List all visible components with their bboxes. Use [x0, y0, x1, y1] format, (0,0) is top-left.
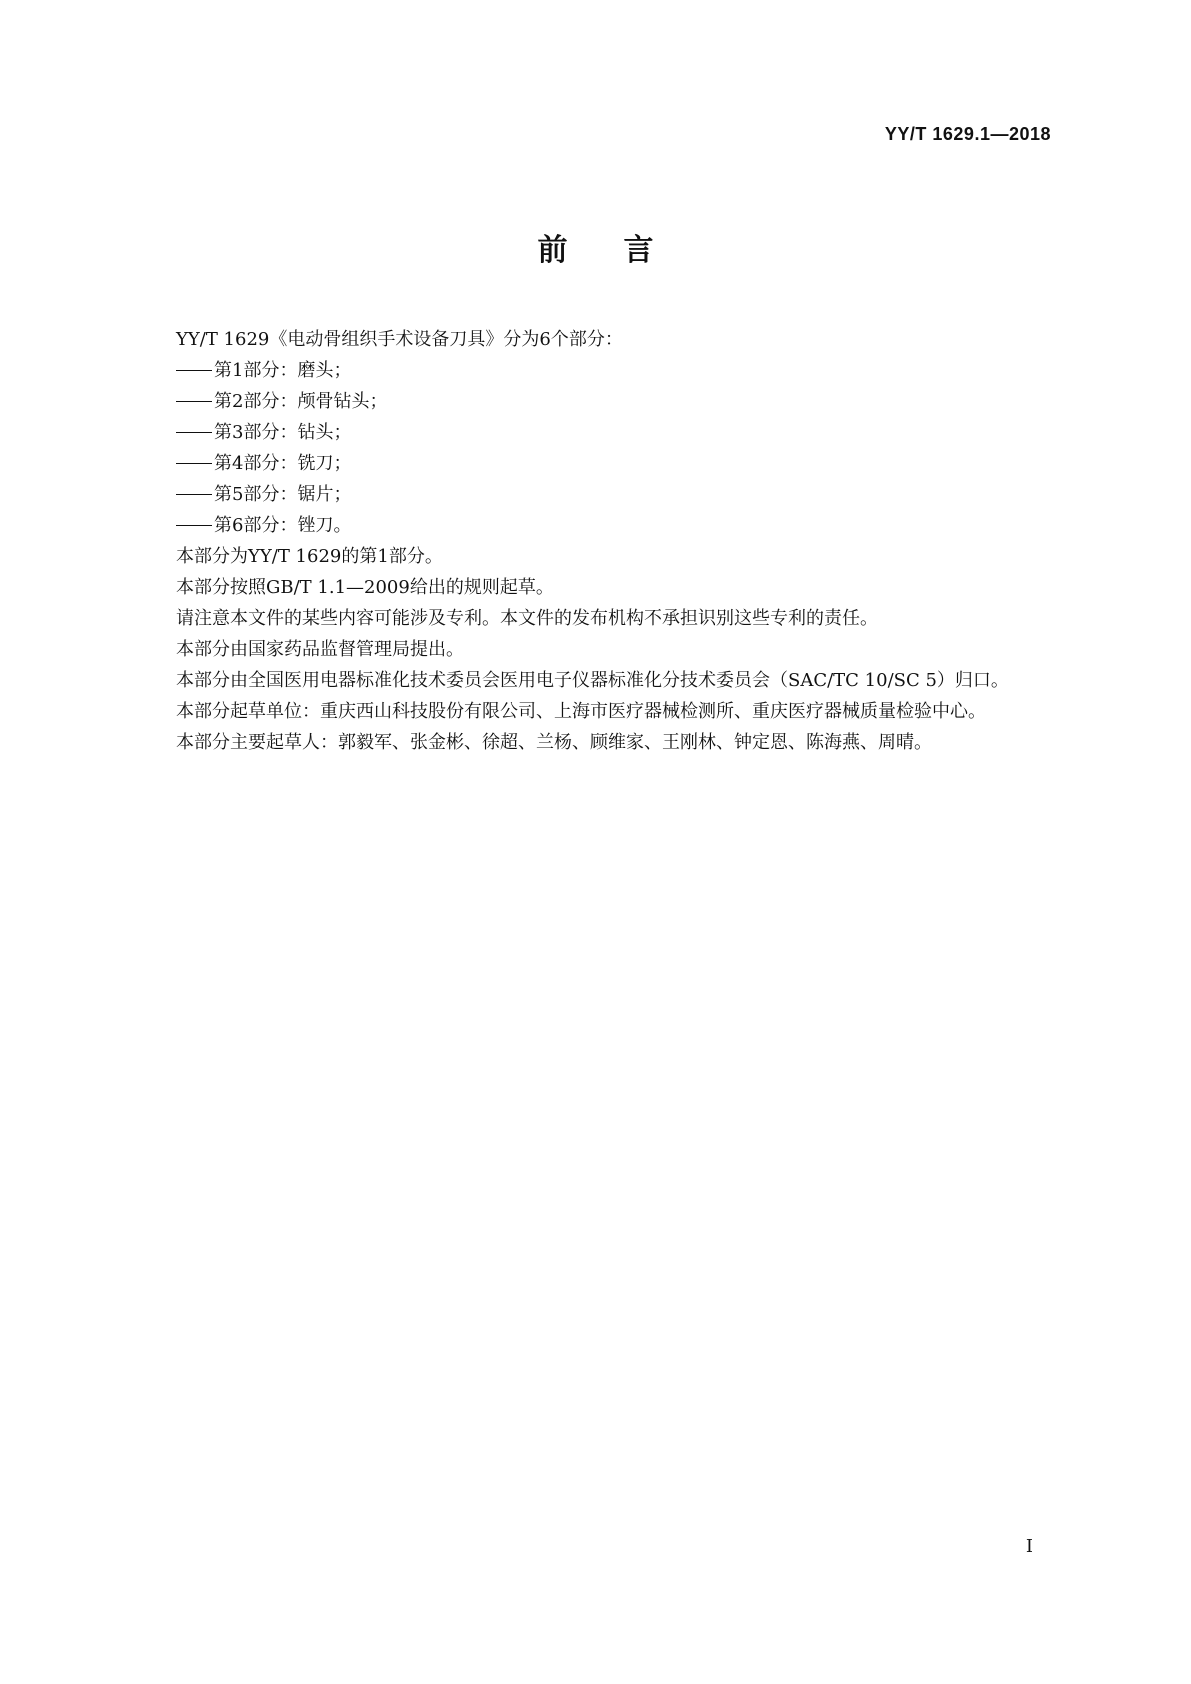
part-list-item	[140, 355, 1058, 386]
committee-statement: 本部分由全国医用电器标准化技术委员会医用电子仪器标准化分技术委员会（SAC/TC 10/SC 5）归口。	[176, 670, 1009, 691]
page-number: I	[1025, 1536, 1033, 1557]
drafting-organizations: 本部分起草单位：重庆西山科技股份有限公司、上海市医疗器械检测所、重庆医疗器械质量检验中心。	[176, 701, 986, 722]
em-dash-marker	[176, 401, 212, 402]
part-label: 第5部分：锯片；	[214, 484, 352, 505]
part-label: 第6部分：锉刀。	[214, 515, 352, 536]
part-label: 第4部分：铣刀；	[214, 453, 352, 474]
em-dash-marker	[176, 494, 212, 495]
drafting-rules: 本部分按照GB/T 1.1—2009给出的规则起草。	[176, 577, 554, 598]
part-list-item	[140, 386, 1058, 417]
intro-paragraph: YY/T 1629《电动骨组织手术设备刀具》分为6个部分：	[176, 329, 623, 350]
part-label: 第2部分：颅骨钻头；	[214, 391, 388, 412]
drafters: 本部分主要起草人：郭毅军、张金彬、徐超、兰杨、顾维家、王刚林、钟定恩、陈海燕、周晴。	[176, 732, 932, 753]
part-label: 第1部分：磨头；	[214, 360, 352, 381]
part-list-item	[140, 510, 1058, 541]
patent-notice: 请注意本文件的某些内容可能涉及专利。本文件的发布机构不承担识别这些专利的责任。	[176, 608, 878, 629]
part-list-item	[140, 448, 1058, 479]
part-statement: 本部分为YY/T 1629的第1部分。	[176, 546, 443, 567]
proposer-statement: 本部分由国家药品监督管理局提出。	[176, 639, 464, 660]
part-label: 第3部分：钻头；	[214, 422, 352, 443]
page-title: 前言	[537, 233, 710, 268]
document-code: YY/T 1629.1—2018	[884, 124, 1051, 144]
em-dash-marker	[176, 525, 212, 526]
part-list-item	[140, 479, 1058, 510]
em-dash-marker	[176, 370, 212, 371]
em-dash-marker	[176, 463, 212, 464]
part-list-item	[140, 417, 1058, 448]
foreword-body	[140, 324, 1058, 758]
em-dash-marker	[176, 432, 212, 433]
